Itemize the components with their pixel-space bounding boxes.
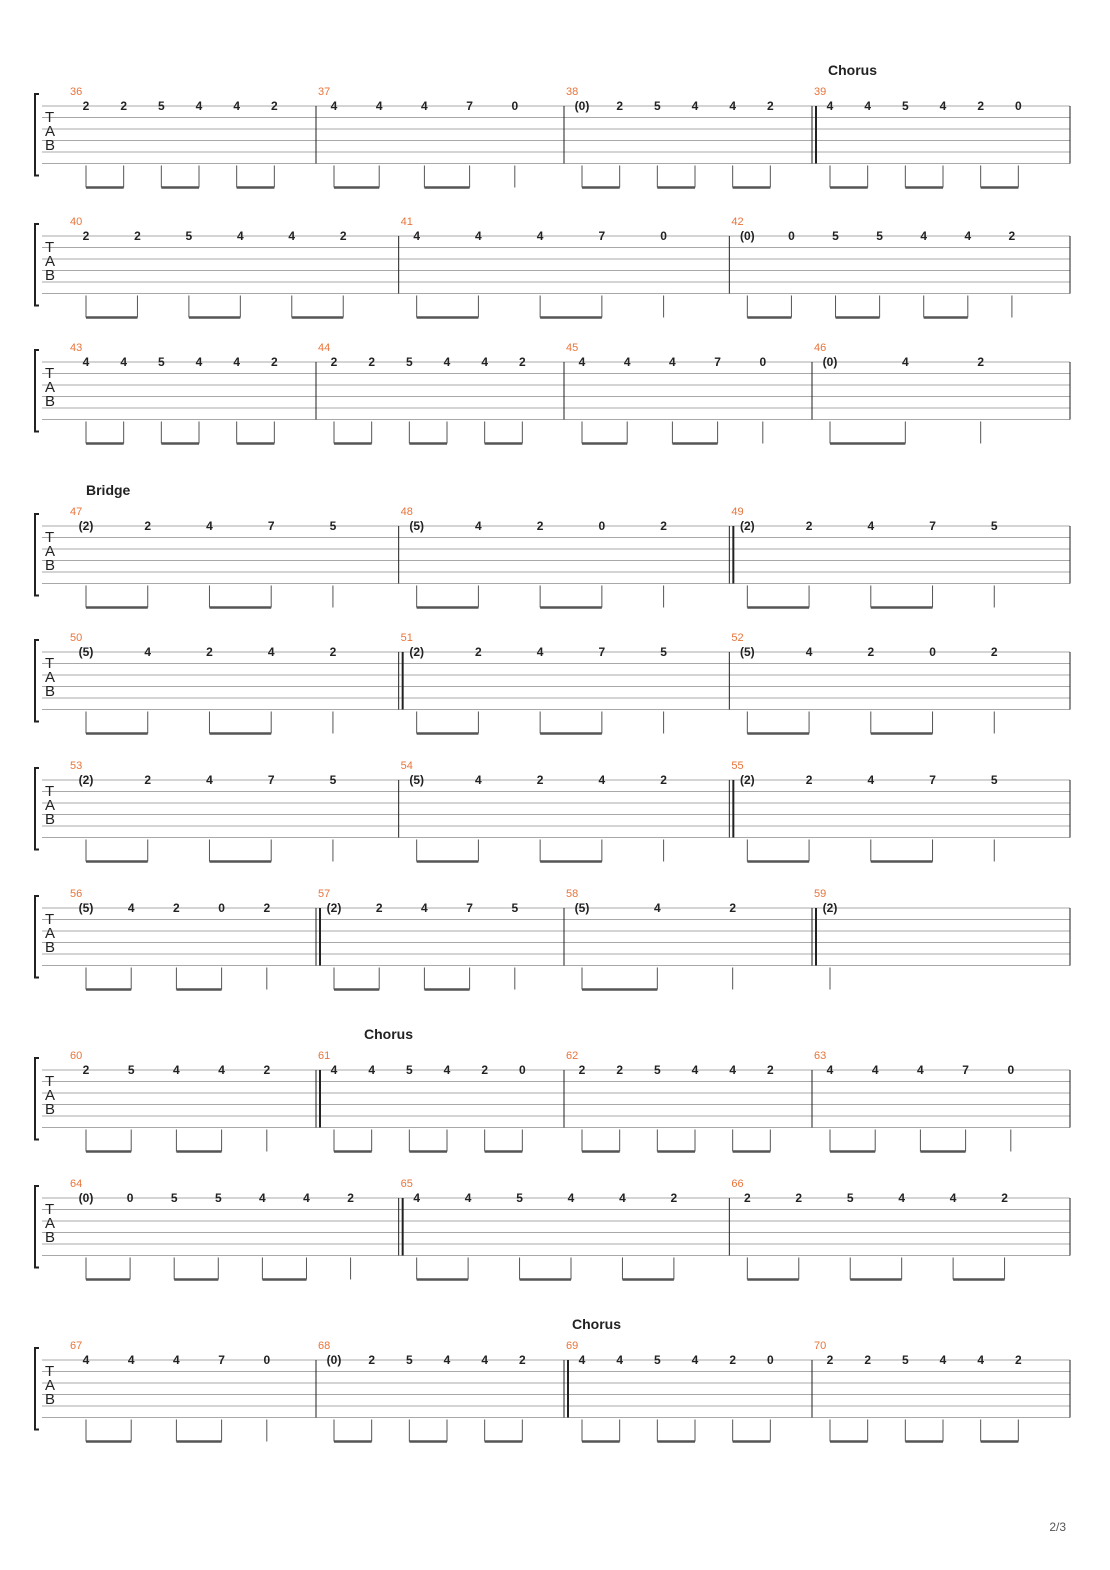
fret-number: 2	[339, 229, 347, 243]
bar-number: 70	[814, 1340, 827, 1352]
bar-number: 66	[731, 1178, 744, 1190]
bar-number: 50	[70, 632, 83, 644]
fret-number: 7	[466, 99, 473, 113]
tab-clef-a: A	[45, 123, 56, 140]
tab-clef-a: A	[45, 1377, 56, 1394]
fret-number: 5	[901, 99, 909, 113]
fret-number: (2)	[739, 519, 755, 533]
bar-number: 62	[566, 1050, 579, 1062]
fret-number: 4	[826, 1063, 834, 1077]
bar-number: 47	[70, 506, 83, 518]
fret-number: 0	[263, 1353, 271, 1367]
fret-number: 4	[536, 645, 544, 659]
fret-number: 7	[929, 519, 936, 533]
fret-number: 2	[82, 229, 90, 243]
fret-number: 4	[475, 229, 482, 243]
fret-number: 4	[578, 355, 586, 369]
fret-number: 4	[939, 1353, 947, 1367]
fret-number: 2	[368, 355, 376, 369]
bar-number: 45	[566, 342, 579, 354]
fret-number: 2	[518, 1353, 526, 1367]
fret-number: 2	[795, 1191, 803, 1205]
fret-number: 2	[144, 519, 152, 533]
tab-clef-t: T	[45, 239, 55, 256]
fret-number: 4	[949, 1191, 957, 1205]
fret-number: 4	[805, 645, 813, 659]
fret-number: 2	[82, 1063, 90, 1077]
fret-number: 4	[826, 99, 834, 113]
fret-number: (2)	[326, 901, 342, 915]
fret-number: 5	[990, 519, 998, 533]
fret-number: 2	[805, 773, 813, 787]
fret-number: 4	[920, 229, 928, 243]
fret-number: 5	[846, 1191, 854, 1205]
fret-number: 4	[964, 229, 972, 243]
fret-number: (5)	[409, 773, 425, 787]
fret-number: 5	[405, 355, 413, 369]
fret-number: 0	[788, 229, 795, 243]
fret-number: 4	[729, 1063, 737, 1077]
tab-clef-b: B	[45, 137, 56, 154]
fret-number: 4	[917, 1063, 924, 1077]
fret-number: 4	[195, 99, 203, 113]
system-bracket	[35, 1348, 39, 1430]
fret-number: 2	[481, 1063, 489, 1077]
fret-number: 0	[218, 901, 225, 915]
section-label: Bridge	[86, 482, 131, 498]
fret-number: 4	[82, 1353, 90, 1367]
fret-number: 2	[82, 99, 90, 113]
tab-staff	[0, 602, 1110, 742]
fret-number: 0	[1007, 1063, 1015, 1077]
bar-number: 39	[814, 86, 827, 98]
fret-number: (5)	[409, 519, 425, 533]
tab-clef-a: A	[45, 669, 56, 686]
tab-staff	[0, 730, 1110, 870]
fret-number: 4	[206, 519, 213, 533]
bar-number: 59	[814, 888, 827, 900]
fret-number: (2)	[78, 519, 94, 533]
system-bracket	[35, 896, 39, 978]
fret-number: 4	[173, 1353, 180, 1367]
tab-staff	[0, 186, 1110, 326]
tab-clef-t: T	[45, 365, 55, 382]
tab-clef-t: T	[45, 1073, 55, 1090]
fret-number: 4	[901, 355, 909, 369]
fret-number: 5	[653, 99, 661, 113]
fret-number: 5	[329, 773, 337, 787]
bar-number: 64	[70, 1178, 83, 1190]
fret-number: 2	[867, 645, 875, 659]
bar-number: 60	[70, 1050, 83, 1062]
fret-number: 4	[619, 1191, 626, 1205]
fret-number: 2	[864, 1353, 872, 1367]
fret-number: 2	[729, 1353, 737, 1367]
bar-number: 63	[814, 1050, 827, 1062]
fret-number: (0)	[574, 99, 590, 113]
fret-number: 2	[766, 1063, 774, 1077]
tab-clef-a: A	[45, 925, 56, 942]
fret-number: 2	[206, 645, 213, 659]
fret-number: 4	[691, 99, 699, 113]
fret-number: 4	[218, 1063, 225, 1077]
fret-number: 4	[82, 355, 90, 369]
fret-number: 4	[127, 901, 135, 915]
tab-staff	[0, 312, 1110, 452]
tab-staff	[0, 1310, 1110, 1450]
fret-number: 7	[267, 773, 275, 787]
system-bracket	[35, 1186, 39, 1268]
fret-number: 2	[144, 773, 152, 787]
fret-number: 7	[929, 773, 936, 787]
fret-number: 2	[329, 645, 337, 659]
fret-number: 4	[867, 519, 875, 533]
fret-number: 4	[623, 355, 631, 369]
section-label: Chorus	[828, 62, 877, 78]
fret-number: 5	[653, 1353, 661, 1367]
tab-staff	[0, 1020, 1110, 1160]
fret-number: 4	[898, 1191, 906, 1205]
tab-system	[0, 1148, 1110, 1288]
fret-number: 4	[729, 99, 737, 113]
fret-number: 4	[691, 1353, 699, 1367]
bar-number: 68	[318, 1340, 331, 1352]
fret-number: 5	[405, 1063, 413, 1077]
fret-number: 2	[977, 99, 985, 113]
fret-number: (5)	[78, 645, 94, 659]
tab-clef-a: A	[45, 1087, 56, 1104]
bar-number: 49	[731, 506, 744, 518]
fret-number: (2)	[78, 773, 94, 787]
fret-number: 5	[876, 229, 883, 243]
fret-number: 0	[126, 1191, 134, 1205]
tab-system	[0, 56, 1110, 196]
fret-number: 2	[263, 901, 271, 915]
tab-system	[0, 730, 1110, 870]
fret-number: 5	[405, 1353, 413, 1367]
tab-clef-b: B	[45, 683, 56, 700]
tab-system	[0, 1020, 1110, 1160]
fret-number: 7	[962, 1063, 969, 1077]
tab-system	[0, 602, 1110, 742]
fret-number: 7	[466, 901, 473, 915]
fret-number: 4	[288, 229, 296, 243]
fret-number: (2)	[409, 645, 425, 659]
bar-number: 69	[566, 1340, 579, 1352]
fret-number: 4	[939, 99, 947, 113]
tab-clef-t: T	[45, 529, 55, 546]
fret-number: (2)	[822, 901, 838, 915]
tab-clef-b: B	[45, 267, 56, 284]
system-bracket	[35, 1058, 39, 1140]
fret-number: 4	[127, 1353, 135, 1367]
fret-number: 4	[233, 355, 241, 369]
fret-number: 2	[670, 1191, 678, 1205]
fret-number: 4	[375, 99, 383, 113]
fret-number: 5	[214, 1191, 222, 1205]
fret-number: 5	[516, 1191, 523, 1205]
bar-number: 41	[400, 216, 413, 228]
fret-number: 7	[267, 519, 275, 533]
bar-number: 54	[400, 760, 413, 772]
fret-number: 2	[270, 99, 278, 113]
tab-staff	[0, 56, 1110, 196]
system-bracket	[35, 350, 39, 432]
bar-number: 46	[814, 342, 827, 354]
fret-number: 2	[375, 901, 383, 915]
system-bracket	[35, 224, 39, 306]
fret-number: 4	[195, 355, 203, 369]
tab-system	[0, 186, 1110, 326]
fret-number: 5	[653, 1063, 661, 1077]
tab-system	[0, 1310, 1110, 1450]
fret-number: 0	[929, 645, 936, 659]
fret-number: 4	[653, 901, 661, 915]
system-bracket	[35, 640, 39, 722]
tab-staff	[0, 476, 1110, 616]
fret-number: 4	[691, 1063, 699, 1077]
fret-number: 4	[578, 1353, 586, 1367]
fret-number: 5	[170, 1191, 178, 1205]
bar-number: 53	[70, 760, 83, 772]
fret-number: 5	[990, 773, 998, 787]
fret-number: 0	[660, 229, 667, 243]
tab-clef-b: B	[45, 557, 56, 574]
system-bracket	[35, 514, 39, 596]
fret-number: (2)	[739, 773, 755, 787]
bar-number: 52	[731, 632, 744, 644]
tab-clef-t: T	[45, 783, 55, 800]
fret-number: 2	[475, 645, 482, 659]
fret-number: 5	[660, 645, 667, 659]
fret-number: 2	[729, 901, 737, 915]
system-bracket	[35, 94, 39, 176]
section-label: Chorus	[572, 1316, 621, 1332]
fret-number: 0	[598, 519, 606, 533]
fret-number: 2	[173, 901, 180, 915]
bar-number: 48	[400, 506, 413, 518]
tab-clef-t: T	[45, 655, 55, 672]
bar-number: 38	[566, 86, 579, 98]
fret-number: 2	[766, 99, 774, 113]
fret-number: 4	[233, 99, 241, 113]
page-number: 2/3	[1049, 1520, 1066, 1534]
fret-number: 4	[236, 229, 244, 243]
fret-number: 2	[616, 1063, 624, 1077]
fret-number: 4	[421, 901, 428, 915]
fret-number: 5	[157, 99, 165, 113]
fret-number: 4	[413, 229, 421, 243]
bar-number: 44	[318, 342, 331, 354]
fret-number: 2	[134, 229, 141, 243]
fret-number: 2	[660, 773, 667, 787]
tab-staff	[0, 858, 1110, 998]
fret-number: 4	[669, 355, 676, 369]
fret-number: 4	[616, 1353, 624, 1367]
fret-number: 7	[218, 1353, 225, 1367]
fret-number: (0)	[78, 1191, 94, 1205]
fret-number: 2	[536, 519, 544, 533]
fret-number: 5	[832, 229, 839, 243]
bar-number: 36	[70, 86, 83, 98]
fret-number: 4	[259, 1191, 266, 1205]
fret-number: 5	[329, 519, 337, 533]
fret-number: 0	[518, 1063, 526, 1077]
bar-number: 43	[70, 342, 83, 354]
fret-number: 0	[1014, 99, 1022, 113]
tab-clef-b: B	[45, 1101, 56, 1118]
fret-number: (5)	[78, 901, 94, 915]
tab-clef-a: A	[45, 253, 56, 270]
fret-number: 2	[1008, 229, 1016, 243]
tab-system	[0, 312, 1110, 452]
fret-number: (5)	[574, 901, 590, 915]
fret-number: 5	[157, 355, 165, 369]
fret-number: 4	[864, 99, 872, 113]
tab-clef-a: A	[45, 1215, 56, 1232]
fret-number: 4	[303, 1191, 310, 1205]
fret-number: 5	[511, 901, 519, 915]
fret-number: 0	[766, 1353, 774, 1367]
fret-number: 2	[977, 355, 985, 369]
fret-number: 4	[413, 1191, 421, 1205]
fret-number: 4	[421, 99, 428, 113]
fret-number: 2	[1014, 1353, 1022, 1367]
bar-number: 65	[400, 1178, 413, 1190]
fret-number: 2	[616, 99, 624, 113]
fret-number: 4	[173, 1063, 180, 1077]
fret-number: 2	[805, 519, 813, 533]
bar-number: 58	[566, 888, 579, 900]
tab-clef-t: T	[45, 911, 55, 928]
tab-clef-t: T	[45, 109, 55, 126]
tab-clef-b: B	[45, 1391, 56, 1408]
fret-number: 4	[871, 1063, 879, 1077]
fret-number: 2	[826, 1353, 834, 1367]
fret-number: 4	[368, 1063, 376, 1077]
bar-number: 61	[318, 1050, 331, 1062]
fret-number: 2	[660, 519, 667, 533]
fret-number: 2	[263, 1063, 271, 1077]
tab-clef-b: B	[45, 1229, 56, 1246]
fret-number: 2	[347, 1191, 354, 1205]
fret-number: 4	[536, 229, 544, 243]
tab-clef-t: T	[45, 1363, 55, 1380]
fret-number: 0	[759, 355, 767, 369]
fret-number: 4	[481, 355, 489, 369]
bar-number: 51	[400, 632, 413, 644]
tab-clef-t: T	[45, 1201, 55, 1218]
fret-number: 0	[511, 99, 519, 113]
fret-number: 2	[518, 355, 526, 369]
fret-number: 4	[443, 355, 451, 369]
fret-number: 4	[867, 773, 875, 787]
tab-clef-b: B	[45, 939, 56, 956]
bar-number: 42	[731, 216, 744, 228]
bar-number: 57	[318, 888, 331, 900]
fret-number: 2	[270, 355, 278, 369]
bar-number: 55	[731, 760, 744, 772]
fret-number: 7	[714, 355, 721, 369]
fret-number: 2	[743, 1191, 751, 1205]
tab-system	[0, 476, 1110, 616]
fret-number: 4	[443, 1063, 451, 1077]
fret-number: 4	[598, 773, 606, 787]
fret-number: 4	[567, 1191, 575, 1205]
fret-number: (0)	[326, 1353, 342, 1367]
fret-number: 2	[1001, 1191, 1008, 1205]
fret-number: 2	[368, 1353, 376, 1367]
system-bracket	[35, 768, 39, 850]
fret-number: 5	[185, 229, 193, 243]
fret-number: 2	[578, 1063, 586, 1077]
fret-number: (5)	[739, 645, 755, 659]
bar-number: 37	[318, 86, 331, 98]
fret-number: (0)	[739, 229, 755, 243]
fret-number: 4	[475, 773, 482, 787]
tab-clef-a: A	[45, 379, 56, 396]
section-label: Chorus	[364, 1026, 413, 1042]
fret-number: 4	[330, 99, 338, 113]
fret-number: 4	[481, 1353, 489, 1367]
bar-number: 56	[70, 888, 83, 900]
fret-number: (0)	[822, 355, 838, 369]
tab-clef-a: A	[45, 797, 56, 814]
fret-number: 4	[475, 519, 482, 533]
tab-system	[0, 858, 1110, 998]
fret-number: 4	[144, 645, 152, 659]
fret-number: 7	[598, 229, 606, 243]
tab-clef-a: A	[45, 543, 56, 560]
fret-number: 5	[901, 1353, 909, 1367]
fret-number: 4	[206, 773, 213, 787]
fret-number: 2	[120, 99, 128, 113]
tab-staff	[0, 1148, 1110, 1288]
tab-clef-b: B	[45, 393, 56, 410]
fret-number: 2	[990, 645, 998, 659]
fret-number: 4	[120, 355, 128, 369]
fret-number: 2	[330, 355, 338, 369]
fret-number: 4	[464, 1191, 472, 1205]
bar-number: 40	[70, 216, 83, 228]
bar-number: 67	[70, 1340, 83, 1352]
tab-clef-b: B	[45, 811, 56, 828]
fret-number: 7	[598, 645, 606, 659]
fret-number: 4	[267, 645, 275, 659]
fret-number: 5	[127, 1063, 135, 1077]
fret-number: 4	[330, 1063, 338, 1077]
fret-number: 4	[443, 1353, 451, 1367]
fret-number: 4	[977, 1353, 985, 1367]
fret-number: 2	[536, 773, 544, 787]
